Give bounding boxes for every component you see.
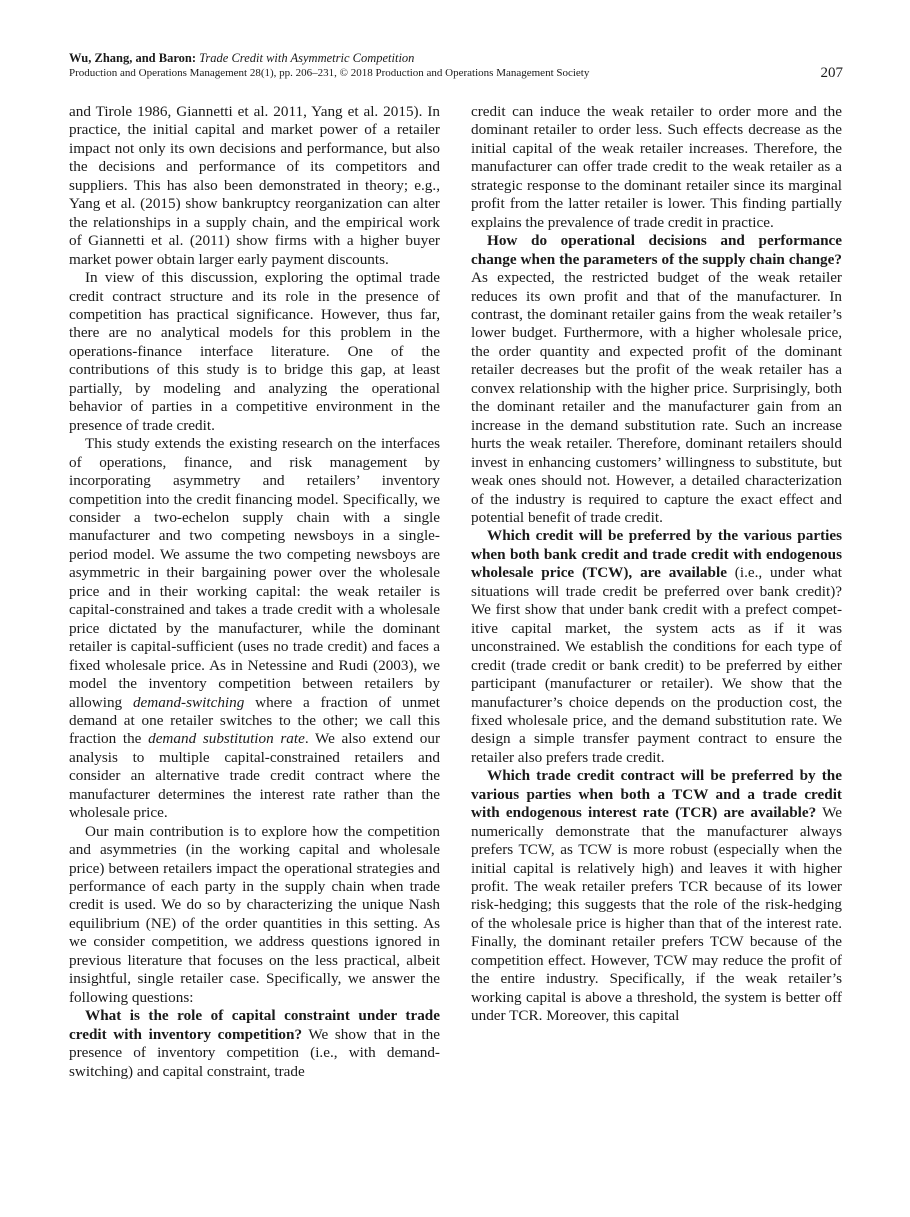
paragraph: and Tirole 1986, Giannetti et al. 2011, Yang et al. 2015). In practice, the initial capital and market power of a retailer impact not only its own decisions and performance, but also the decisions and performance of its competitors and suppliers. This has also been demonstrated in theory; e.g., Yang et al. (2015) show bankruptcy reorganization can alter the relationships in a supply chain, and the empirical work of Giannetti et al. (2011) show firms with a higher buyer market power obtain larger early payment discounts. <box>69 103 440 268</box>
emphasis-term: demand-switching <box>132 693 245 711</box>
paragraph-text: (i.e., under what situations will trade credit be preferred over bank credit)? We first show that under bank credit with a prefect competitive capital market, the system acts as if it was unconstrained. We establish the conditions for each type of credit (trade credit or bank credit) to be preferred by either participant (manufacturer or retailer). We show that the manufacturer’s choice depends on the production cost, the fixed wholesale price, and the demand substitution rate. We design a simple transfer payment contract to ensure the retailer also prefers trade credit. <box>471 564 842 766</box>
research-question: What is the role of capital constraint under trade credit with inventory competition? <box>69 1007 440 1043</box>
research-question: Which credit will be preferred by the various parties when both bank credit and trade credit with endogenous wholesale price (TCW), are available <box>471 527 842 582</box>
paragraph-text: This study extends the existing research on the interfaces of operations, finance, and risk management by incorporating asymmetry and retailers’ inventory competition into the credit financing model. Specifically, we consider a two-echelon supply chain with a single manufacturer and two competing newsboys in a single-period model. We assume the two competing newsboys are asymmetric in their bargaining power over the wholesale price and in their working capital: the weak retailer is capital-constrained and takes a trade credit with a wholesale price dictated by the manufacturer, while the dominant retailer is capital-sufficient (uses no trade credit) and faces a fixed wholesale price. As in Netessine and Rudi (2003), we model the inventory competition between retailers by allowing <box>69 435 440 711</box>
header-authors: Wu, Zhang, and Baron: <box>69 51 197 65</box>
research-question: Which trade credit contract will be preferred by the various parties when both a TCW and a trade credit with endogenous interest rate (TCR) are available? <box>471 767 842 822</box>
header-journal: Production and Operations Management 28(1), pp. 206–231, © 2018 Production and Operations Management Society <box>69 67 590 79</box>
paragraph <box>69 435 440 823</box>
right-column <box>471 103 842 1026</box>
paragraph <box>471 232 842 527</box>
header-citation <box>69 50 843 66</box>
left-column <box>69 103 440 1081</box>
header-short-title: Trade Credit with Asymmetric Competition <box>199 51 415 65</box>
paragraph-text: As expected, the restricted budget of the weak retailer reduces its own profit and that of the manufacturer. In contrast, the dominant retailer gains from the weak retailer’s lower budget. Furthermore, with a higher wholesale price, the order quantity and expected profit of the dominant retailer decreases but the profit of the weak retailer has a convex relationship with the higher price. Surprisingly, both the dominant retailer and the manufacturer gain from an increase in the demand substitution rate. Such an increase hurts the weak retailer. Therefore, dominant retailers should invest in enhancing customers’ willingness to substitute, but weak ones should not. However, a detailed characterization of the industry is required to capture the exact effect and potential benefit of trade credit. <box>471 269 842 526</box>
research-question: How do operational decisions and performance change when the parameters of the supply chain change? <box>471 232 842 268</box>
paragraph: credit can induce the weak retailer to order more and the dominant retailer to order less. Such effects decrease as the initial capital of the weak retailer increases. Therefore, the manufacturer can offer trade credit to the weak retailer as a strategic response to the dominant retailer since its marginal profit from the latter retailer is lower. This finding partially explains the prevalence of trade credit in practice. <box>471 103 842 231</box>
paragraph <box>471 527 842 767</box>
paragraph-text: where a fraction of unmet demand at one retailer switches to the other; we call this fraction the <box>69 693 440 748</box>
running-header <box>69 50 843 81</box>
paragraph <box>69 1007 440 1081</box>
paragraph-text: We numerically demonstrate that the manufacturer always prefers TCW, as TCW is more robust (especially when the initial capital is relatively high) and leaves it with higher profit. The weak retailer prefers TCR because of its lower risk-hedging; this suggests that the role of the risk-hedging of the wholesale price is higher than that of the interest rate. Finally, the dominant retailer prefers TCW because of the competition effect. However, TCW may reduce the profit of the entire industry. Specifically, if the weak retailer’s working capital is above a threshold, the system is better off under TCR. Moreover, this capital <box>471 804 842 1025</box>
paragraph-text: . We also extend our analysis to multiple capital-constrained retailers and consider an alternative trade credit contract where the manufacturer determines the interest rate rather than the wholesale price. <box>69 730 441 822</box>
paragraph: Our main contribution is to explore how the competition and asymmetries (in the working capital and wholesale price) between retailers impact the operational strategies and performance of each party in the supply chain when trade credit is used. We do so by characterizing the unique Nash equilibrium (NE) of the order quantities in this setting. As we consider competition, we address questions ignored in previous literature that focuses on the less practical, albeit insightful, single retailer case. Specifically, we answer the following questions: <box>69 822 440 1006</box>
paragraph-text: We show that in the presence of inventory competition (i.e., with demand-switching) and capital constraint, trade <box>69 1025 440 1080</box>
paragraph <box>471 767 842 1025</box>
emphasis-term: demand substitution rate <box>148 730 305 748</box>
paragraph: In view of this discussion, exploring the optimal trade credit contract structure and its role in the presence of competition has practical significance. However, thus far, there are no analytical models for this problem in the operations-finance interface literature. One of the contributions of this study is to bridge this gap, at least partially, by modeling and analyzing the operational behavior of parties in a competitive environment in the presence of trade credit. <box>69 269 440 434</box>
page-number: 207 <box>820 65 843 81</box>
